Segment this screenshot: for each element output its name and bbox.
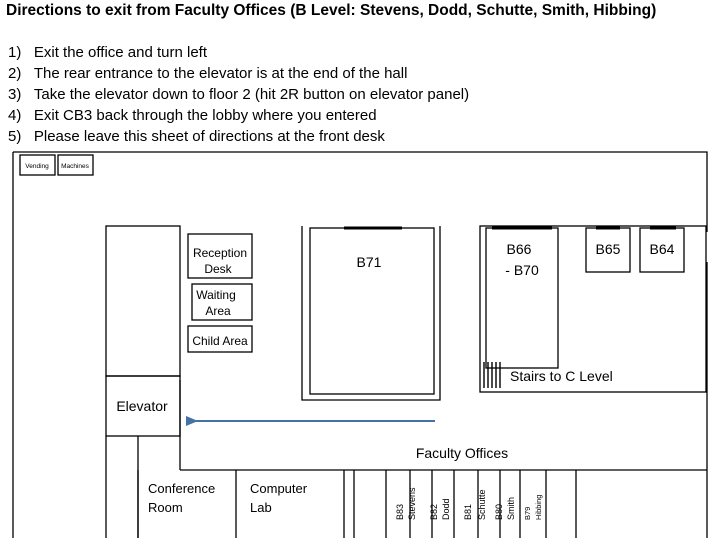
b80-label: B80 bbox=[494, 503, 504, 520]
step-text: The rear entrance to the elevator is at the end of the hall bbox=[33, 65, 408, 82]
child-area-label: Child Area bbox=[192, 334, 248, 348]
b79-label: B79 bbox=[523, 506, 532, 520]
step-number: 4) bbox=[8, 107, 22, 124]
desk-label: Desk bbox=[204, 262, 232, 276]
reception-label: Reception bbox=[192, 246, 248, 260]
elevator-lower-wall bbox=[106, 436, 138, 538]
step-number: 1) bbox=[8, 44, 22, 61]
stevens-label: Stevens bbox=[407, 487, 417, 520]
dodd-label: Dodd bbox=[441, 498, 451, 520]
lab-label: Lab bbox=[250, 500, 272, 515]
step-text: Exit CB3 back through the lobby where you entered bbox=[33, 107, 377, 124]
b83-label: B83 bbox=[395, 503, 405, 520]
b71-label: B71 bbox=[356, 254, 382, 270]
elevator-shaft bbox=[106, 226, 180, 376]
step-number: 5) bbox=[8, 128, 22, 145]
computer-label: Computer bbox=[250, 481, 308, 496]
machines-label: Machines bbox=[61, 163, 89, 170]
faculty-offices-label: Faculty Offices bbox=[415, 445, 509, 461]
b82-label: B82 bbox=[429, 503, 439, 520]
b65-label: B65 bbox=[595, 241, 621, 257]
room-label: Room bbox=[148, 500, 183, 515]
smith-label: Smith bbox=[506, 496, 516, 520]
waiting-label: Waiting bbox=[196, 288, 236, 302]
step-number: 3) bbox=[8, 86, 22, 103]
page-title: Directions to exit from Faculty Offices (B Level: Stevens, Dodd, Schutte, Smith, Hibbing) bbox=[6, 2, 657, 19]
conference-label: Conference bbox=[148, 481, 216, 496]
elevator-label: Elevator bbox=[116, 398, 168, 414]
b70-label: - B70 bbox=[505, 262, 539, 278]
b64-label: B64 bbox=[649, 241, 675, 257]
room-b71-outer bbox=[302, 226, 440, 400]
schutte-label: Schutte bbox=[477, 489, 487, 520]
area-label: Area bbox=[205, 304, 231, 318]
hibbing-label: Hibbing bbox=[534, 494, 543, 520]
building-outline bbox=[13, 152, 707, 538]
step-text: Please leave this sheet of directions at the front desk bbox=[33, 128, 385, 145]
step-number: 2) bbox=[8, 65, 22, 82]
b81-label: B81 bbox=[463, 503, 473, 520]
step-text: Exit the office and turn left bbox=[33, 44, 208, 61]
vending-label: Vending bbox=[25, 163, 49, 170]
step-text: Take the elevator down to floor 2 (hit 2R button on elevator panel) bbox=[33, 86, 470, 103]
room-b71 bbox=[310, 228, 434, 394]
b66-label: B66 bbox=[506, 241, 532, 257]
stairs-label: Stairs to C Level bbox=[510, 368, 613, 384]
